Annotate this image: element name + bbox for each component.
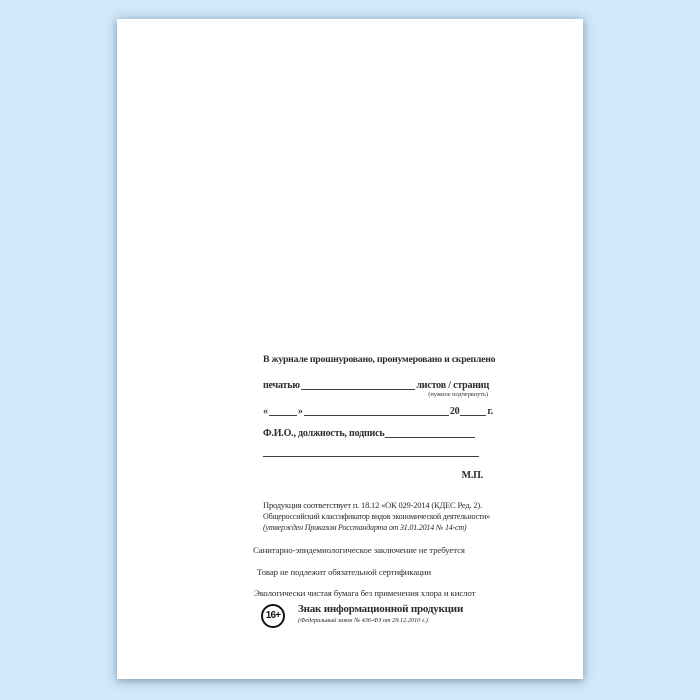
- info-mark-text: [298, 603, 463, 624]
- date-quote-close: »: [297, 406, 303, 417]
- underline-note: (нужное подчеркнуть): [428, 391, 488, 398]
- certification-statement: Товар не подлежит обязательной сертификации: [257, 567, 431, 577]
- extra-blank-line: [263, 456, 479, 457]
- journal-back-page: [117, 19, 583, 679]
- seal-row: [263, 379, 489, 391]
- age-rating-text: 16+: [265, 610, 281, 622]
- binding-statement: В журнале прошнуровано, пронумеровано и скреплено: [263, 354, 496, 365]
- age-16-icon: [261, 604, 285, 628]
- month-blank-line: [304, 415, 449, 416]
- signature-row: [263, 427, 476, 439]
- date-row: [263, 405, 493, 417]
- info-mark-label: Знак информационной продукции: [298, 603, 464, 615]
- signature-blank-line: [385, 437, 475, 438]
- eco-statement: Экологически чистая бумага без применения хлора и кислот: [254, 588, 476, 598]
- sheets-label: листов / страниц: [416, 380, 489, 391]
- year-suffix: г.: [487, 406, 493, 417]
- day-blank-line: [269, 415, 297, 416]
- date-quote-open: «: [263, 406, 268, 417]
- sheets-count-blank-line: [301, 389, 416, 390]
- seal-abbr: М.П.: [461, 470, 483, 481]
- compliance-line-1: Продукция соответствует п. 18.12 «ОК 029-2014 (КДЕС Ред. 2).: [263, 500, 482, 510]
- compliance-line-2: Общероссийский классификатор видов экономической деятельности»: [263, 512, 490, 521]
- info-mark-law: (Федеральный закон № 436-ФЗ от 29.12.2010 г.): [298, 616, 428, 624]
- year-prefix: 20: [449, 406, 460, 417]
- compliance-line-3: (утвержден Приказом Росстандарта от 31.01.2014 № 14-ст): [263, 523, 467, 532]
- signature-label: Ф.И.О., должность, подпись: [263, 428, 385, 439]
- info-mark-row: [261, 603, 463, 628]
- year-blank-line: [460, 415, 486, 416]
- sanitary-statement: Санитарно-эпидемиологическое заключение не требуется: [253, 545, 465, 555]
- seal-label: печатью: [263, 380, 300, 391]
